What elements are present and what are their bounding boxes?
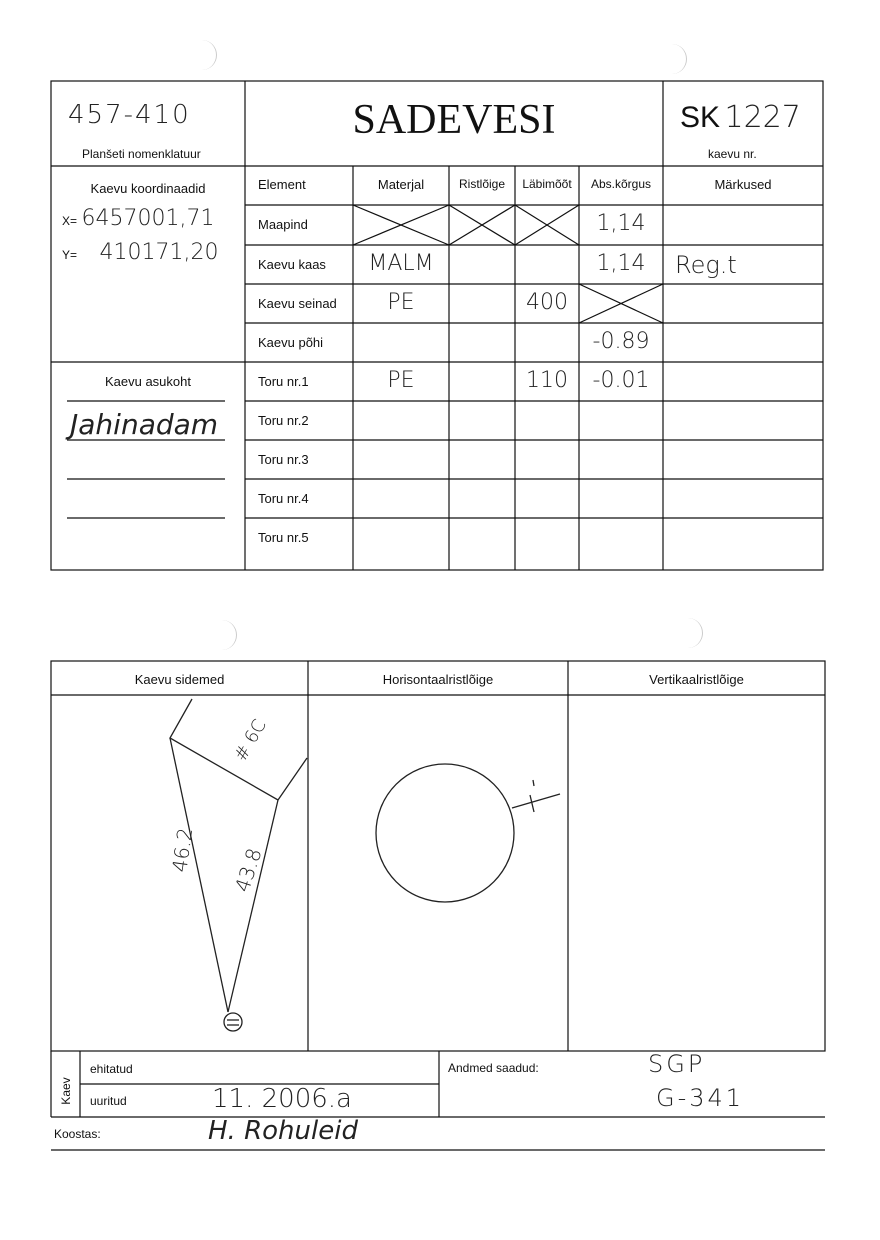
cell-markused: Reg.t (675, 251, 737, 279)
header-labimoot: Läbimõõt (522, 177, 572, 191)
cell-abs: 1,14 (596, 251, 646, 276)
andmed-value-2: G-341 (656, 1084, 745, 1112)
cell-element: Kaevu kaas (258, 257, 326, 272)
y-value: 410171,20 (99, 240, 219, 265)
location-label: Kaevu asukoht (104, 374, 191, 389)
koostas-label: Koostas: (54, 1127, 101, 1141)
cell-abs: -0.89 (592, 329, 650, 354)
cell-abs: 1,14 (596, 211, 646, 236)
cell-labimoot: 110 (526, 368, 568, 393)
col-title-vertikaal: Vertikaalristlõige (649, 672, 744, 687)
cell-materjal: PE (387, 368, 415, 393)
cell-element: Toru nr.2 (258, 413, 309, 428)
cell-element: Kaevu põhi (258, 335, 324, 350)
andmed-value-1: SGP (648, 1050, 706, 1078)
cell-element: Toru nr.1 (258, 374, 309, 389)
header-markused: Märkused (714, 177, 772, 192)
coords-label: Kaevu koordinaadid (90, 181, 206, 196)
cell-element: Toru nr.4 (258, 491, 309, 506)
x-value: 6457001,71 (81, 206, 215, 231)
kaev-label: Kaev (59, 1077, 73, 1105)
page-title: SADEVESI (352, 97, 556, 143)
uuritud-label: uuritud (90, 1094, 127, 1108)
header-element: Element (258, 177, 306, 192)
col-title-sidemed: Kaevu sidemed (134, 672, 225, 687)
location-value: Jahinadam (70, 408, 219, 441)
cell-element: Toru nr.5 (258, 530, 309, 545)
horizontal-section-drawing (376, 764, 560, 902)
cell-element: Toru nr.3 (258, 452, 309, 467)
x-label: X= (62, 214, 78, 228)
sketch-label-left: 46.2 (167, 826, 198, 874)
cell-element: Maapind (258, 217, 308, 232)
cell-labimoot: 400 (526, 290, 568, 315)
header-materjal: Materjal (377, 177, 425, 192)
y-coordinate (62, 240, 218, 265)
andmed-label: Andmed saadud: (448, 1061, 539, 1075)
sk-number: 1227 (724, 100, 801, 135)
sketch-label-top: # 6C (230, 715, 271, 766)
cell-materjal: PE (387, 290, 415, 315)
well-no-label: kaevu nr. (708, 147, 757, 161)
col-title-horisontaal: Horisontaalristlõige (382, 672, 494, 687)
uuritud-value: 11. 2006.a (212, 1084, 352, 1114)
sketch-label-right: 43.8 (229, 845, 267, 895)
header-ristloige: Ristlõige (458, 177, 506, 191)
cell-element: Kaevu seinad (258, 296, 337, 311)
ehitatud-label: ehitatud (90, 1062, 133, 1076)
y-label: Y= (62, 248, 78, 262)
koostas-value: H. Rohuleid (208, 1116, 358, 1146)
nomenclature-label: Planšeti nomenklatuur (82, 147, 201, 161)
well-number (680, 100, 801, 135)
x-coordinate (62, 206, 214, 231)
nomenclature-value: 457-410 (68, 100, 191, 130)
header-abs: Abs.kõrgus (590, 177, 652, 191)
cell-materjal: MALM (368, 251, 434, 276)
sk-prefix: SK (680, 101, 721, 134)
cell-abs: -0.01 (592, 368, 650, 393)
